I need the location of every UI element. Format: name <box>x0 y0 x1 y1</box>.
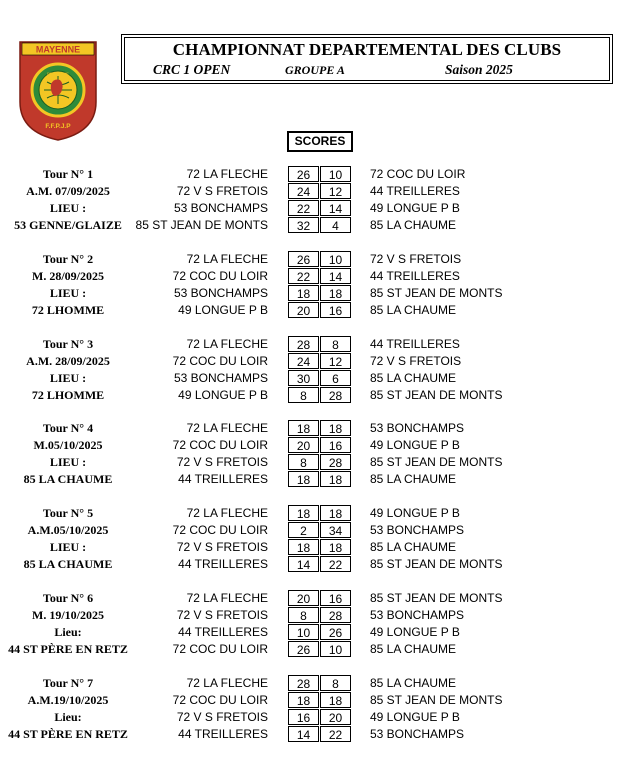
home-team: 53 BONCHAMPS <box>173 201 268 215</box>
round-info-line: LIEU : <box>49 540 87 554</box>
away-score: 28 <box>320 454 351 470</box>
away-team: 53 BONCHAMPS <box>370 727 465 741</box>
away-score: 28 <box>320 607 351 623</box>
home-team: 72 V S FRETOIS <box>176 455 268 469</box>
home-team: 49 LONGUE P B <box>178 303 268 317</box>
round-info-line: Tour N° 5 <box>42 506 94 520</box>
round-info-line: 72 LHOMME <box>31 388 105 402</box>
round-info-line: Tour N° 1 <box>42 167 94 181</box>
home-score: 22 <box>288 268 319 284</box>
round-info-line: Tour N° 7 <box>42 676 94 690</box>
home-team: 49 LONGUE P B <box>178 388 268 402</box>
round-info-line: M. 28/09/2025 <box>32 269 104 283</box>
home-score: 26 <box>288 641 319 657</box>
round-info-line: Tour N° 4 <box>42 421 94 435</box>
round-info-line: Tour N° 6 <box>42 591 94 605</box>
away-team: 85 LA CHAUME <box>370 218 457 232</box>
round-info-line: LIEU : <box>49 286 87 300</box>
round-info-line: 85 LA CHAUME <box>23 557 113 571</box>
away-score: 16 <box>320 590 351 606</box>
svg-text:F.F.P.J.P: F.F.P.J.P <box>45 123 71 130</box>
home-score: 8 <box>288 607 319 623</box>
home-score: 32 <box>288 217 319 233</box>
home-score: 18 <box>288 285 319 301</box>
home-score: 20 <box>288 302 319 318</box>
home-score: 26 <box>288 251 319 267</box>
round-info-line: LIEU : <box>49 371 87 385</box>
home-team: 44 TREILLERES <box>178 727 268 741</box>
season-label: Saison 2025 <box>445 62 513 77</box>
away-team: 49 LONGUE P B <box>370 201 460 215</box>
svg-text:PETANQUE: PETANQUE <box>47 71 69 76</box>
home-team: 72 LA FLECHE <box>186 676 268 690</box>
round-info-line: Lieu: <box>54 625 82 639</box>
home-team: 53 BONCHAMPS <box>173 371 268 385</box>
home-score: 8 <box>288 454 319 470</box>
mayenne-logo <box>18 40 98 142</box>
round-info-line: M. 19/10/2025 <box>32 608 104 622</box>
home-score: 2 <box>288 522 319 538</box>
away-team: 85 ST JEAN DE MONTS <box>370 557 503 571</box>
home-team: 72 LA FLECHE <box>186 337 268 351</box>
home-team: 72 V S FRETOIS <box>176 540 268 554</box>
away-score: 16 <box>320 437 351 453</box>
home-score: 20 <box>288 437 319 453</box>
home-score: 22 <box>288 200 319 216</box>
round-info-line: 72 LHOMME <box>31 303 105 317</box>
home-team: 72 COC DU LOIR <box>172 642 268 656</box>
away-team: 85 LA CHAUME <box>370 676 457 690</box>
away-score: 14 <box>320 200 351 216</box>
away-score: 22 <box>320 726 351 742</box>
home-score: 28 <box>288 675 319 691</box>
home-team: 72 COC DU LOIR <box>172 523 268 537</box>
home-score: 18 <box>288 505 319 521</box>
away-score: 18 <box>320 285 351 301</box>
round-info-line: LIEU : <box>49 455 87 469</box>
round-info-line: 53 GENNE/GLAIZE <box>14 218 122 232</box>
group-label: GROUPE A <box>285 63 345 77</box>
home-team: 44 TREILLERES <box>178 625 268 639</box>
home-score: 24 <box>288 353 319 369</box>
away-score: 22 <box>320 556 351 572</box>
away-team: 85 LA CHAUME <box>370 303 457 317</box>
away-score: 12 <box>320 183 351 199</box>
away-score: 8 <box>320 675 351 691</box>
home-team: 72 LA FLECHE <box>186 421 268 435</box>
away-team: 85 LA CHAUME <box>370 472 457 486</box>
away-team: 85 ST JEAN DE MONTS <box>370 286 503 300</box>
away-score: 4 <box>320 217 351 233</box>
away-team: 49 LONGUE P B <box>370 710 460 724</box>
home-team: 44 TREILLERES <box>178 557 268 571</box>
away-score: 18 <box>320 471 351 487</box>
away-team: 44 TREILLERES <box>370 184 460 198</box>
home-score: 14 <box>288 726 319 742</box>
away-score: 18 <box>320 505 351 521</box>
away-team: 72 V S FRETOIS <box>370 252 462 266</box>
away-team: 85 ST JEAN DE MONTS <box>370 693 503 707</box>
away-team: 49 LONGUE P B <box>370 625 460 639</box>
home-team: 85 ST JEAN DE MONTS <box>135 218 268 232</box>
home-score: 26 <box>288 166 319 182</box>
round-info-line: Tour N° 3 <box>42 337 94 351</box>
away-team: 85 ST JEAN DE MONTS <box>370 591 503 605</box>
away-team: 72 V S FRETOIS <box>370 354 462 368</box>
home-score: 18 <box>288 471 319 487</box>
home-score: 8 <box>288 387 319 403</box>
away-team: 85 LA CHAUME <box>370 642 457 656</box>
home-score: 18 <box>288 692 319 708</box>
away-score: 26 <box>320 624 351 640</box>
home-score: 24 <box>288 183 319 199</box>
petanque-shield-icon <box>18 40 98 142</box>
home-team: 53 BONCHAMPS <box>173 286 268 300</box>
home-score: 18 <box>288 539 319 555</box>
round-info-line: A.M.19/10/2025 <box>27 693 109 707</box>
home-team: 72 LA FLECHE <box>186 167 268 181</box>
home-team: 72 COC DU LOIR <box>172 354 268 368</box>
round-info-line: Tour N° 2 <box>42 252 94 266</box>
away-score: 18 <box>320 420 351 436</box>
category-label: CRC 1 OPEN <box>153 62 231 77</box>
home-team: 72 V S FRETOIS <box>176 710 268 724</box>
away-team: 49 LONGUE P B <box>370 506 460 520</box>
home-score: 18 <box>288 420 319 436</box>
away-score: 10 <box>320 251 351 267</box>
home-team: 44 TREILLERES <box>178 472 268 486</box>
away-score: 10 <box>320 166 351 182</box>
round-info-line: 85 LA CHAUME <box>23 472 113 486</box>
away-team: 44 TREILLERES <box>370 269 460 283</box>
round-info-line: LIEU : <box>49 201 87 215</box>
championship-title: CHAMPIONNAT DEPARTEMENTAL DES CLUBS <box>172 40 562 59</box>
svg-text:MAYENNE: MAYENNE <box>35 44 81 55</box>
away-score: 18 <box>320 539 351 555</box>
round-info-line: A.M.05/10/2025 <box>27 523 109 537</box>
away-score: 10 <box>320 641 351 657</box>
away-team: 85 ST JEAN DE MONTS <box>370 455 503 469</box>
home-score: 16 <box>288 709 319 725</box>
round-info-line: M.05/10/2025 <box>33 438 103 452</box>
home-team: 72 LA FLECHE <box>186 506 268 520</box>
away-team: 72 COC DU LOIR <box>370 167 466 181</box>
away-score: 18 <box>320 692 351 708</box>
scores-heading: SCORES <box>287 131 353 152</box>
round-info-line: A.M. 07/09/2025 <box>26 184 110 198</box>
home-team: 72 LA FLECHE <box>186 252 268 266</box>
away-team: 44 TREILLERES <box>370 337 460 351</box>
home-team: 72 COC DU LOIR <box>172 269 268 283</box>
away-score: 6 <box>320 370 351 386</box>
championship-header <box>124 37 610 81</box>
home-score: 20 <box>288 590 319 606</box>
away-team: 53 BONCHAMPS <box>370 523 465 537</box>
home-score: 30 <box>288 370 319 386</box>
away-score: 20 <box>320 709 351 725</box>
home-team: 72 V S FRETOIS <box>176 608 268 622</box>
away-team: 85 ST JEAN DE MONTS <box>370 388 503 402</box>
round-info-line: A.M. 28/09/2025 <box>26 354 110 368</box>
away-team: 49 LONGUE P B <box>370 438 460 452</box>
home-team: 72 V S FRETOIS <box>176 184 268 198</box>
away-score: 28 <box>320 387 351 403</box>
home-team: 72 COC DU LOIR <box>172 693 268 707</box>
away-team: 53 BONCHAMPS <box>370 421 465 435</box>
away-team: 85 LA CHAUME <box>370 371 457 385</box>
round-info-line: Lieu: <box>54 710 82 724</box>
away-team: 53 BONCHAMPS <box>370 608 465 622</box>
home-team: 72 COC DU LOIR <box>172 438 268 452</box>
away-score: 14 <box>320 268 351 284</box>
away-team: 85 LA CHAUME <box>370 540 457 554</box>
home-score: 28 <box>288 336 319 352</box>
home-team: 72 LA FLECHE <box>186 591 268 605</box>
away-score: 16 <box>320 302 351 318</box>
round-info-line: 44 ST PÈRE EN RETZ <box>8 642 128 656</box>
away-score: 8 <box>320 336 351 352</box>
home-score: 14 <box>288 556 319 572</box>
away-score: 34 <box>320 522 351 538</box>
home-score: 10 <box>288 624 319 640</box>
away-score: 12 <box>320 353 351 369</box>
round-info-line: 44 ST PÈRE EN RETZ <box>8 727 128 741</box>
